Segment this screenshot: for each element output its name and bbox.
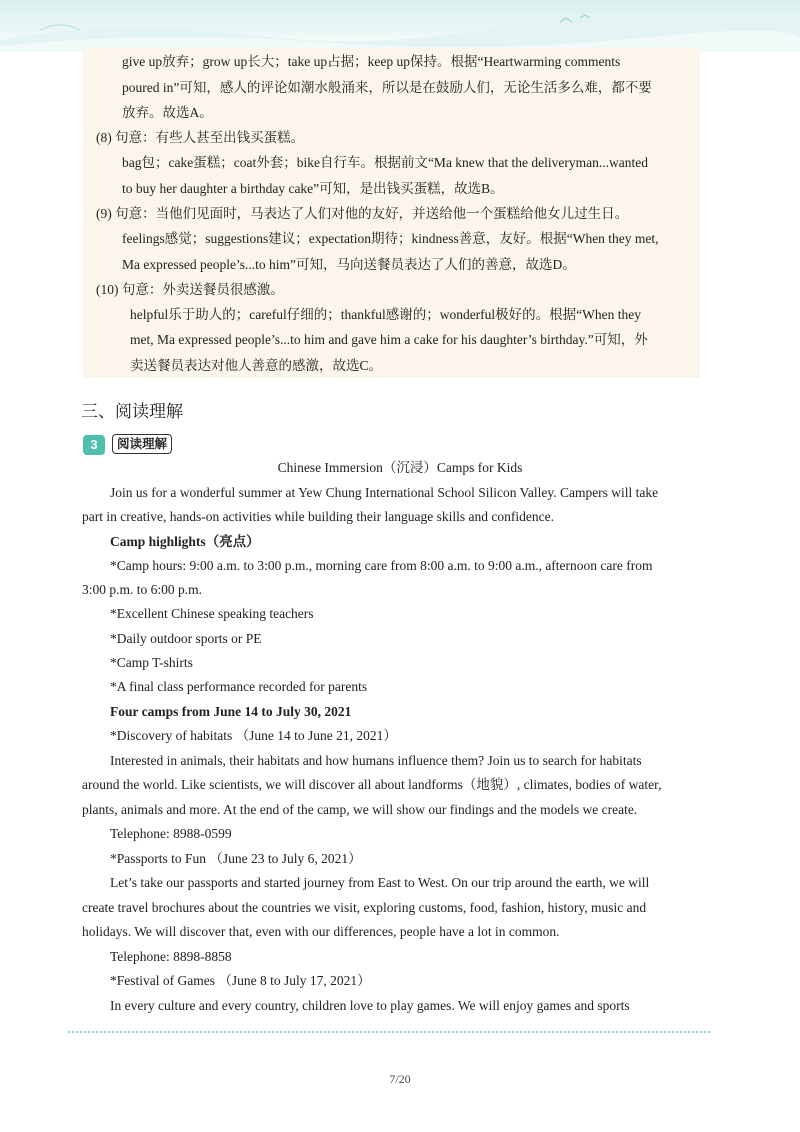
passage-line: create travel brochures about the countries we visit, exploring customs, food, fashion, history, music and <box>82 900 647 915</box>
passage-line: Interested in animals, their habitats and how humans influence them? Join us to search for habitats <box>110 753 642 768</box>
passage-line: part in creative, hands-on activities while building their language skills and confidence. <box>82 509 554 524</box>
wave-decoration-icon <box>0 0 800 52</box>
question-number-badge: 3 <box>83 435 105 455</box>
answer-line: 放弃。故选A。 <box>122 105 213 120</box>
answer-line: feelings感觉；suggestions建议；expectation期待；kindness善意，友好。根据“When they met, <box>122 231 659 246</box>
answer-line: to buy her daughter a birthday cake”可知，是出钱买蛋糕，故选B。 <box>122 181 504 196</box>
passage-title: Chinese Immersion（沉浸）Camps for Kids <box>277 460 523 475</box>
page-number: 7/20 <box>389 1072 411 1086</box>
passage-line: *Passports to Fun （June 23 to July 6, 2021） <box>110 851 362 866</box>
answer-item-8: (8) 句意：有些人甚至出钱买蛋糕。 <box>96 130 305 145</box>
passage-line: 3:00 p.m. to 6:00 p.m. <box>82 582 203 597</box>
passage-line: Telephone: 8898-8858 <box>110 949 232 964</box>
passage-line: *Excellent Chinese speaking teachers <box>110 606 314 621</box>
passage-heading: Camp highlights（亮点） <box>110 534 260 549</box>
passage-line: *Daily outdoor sports or PE <box>110 631 262 646</box>
passage-line: *Camp hours: 9:00 a.m. to 3:00 p.m., morning care from 8:00 a.m. to 9:00 a.m., afternoon care from <box>110 558 653 573</box>
section-title: 三、阅读理解 <box>81 402 183 422</box>
footer-divider <box>68 1031 710 1033</box>
answer-item-10: (10) 句意：外卖送餐员很感激。 <box>96 282 284 297</box>
answer-line: bag包；cake蛋糕；coat外套；bike自行车。根据前文“Ma knew that the deliveryman...wanted <box>122 155 648 170</box>
answer-line: poured in”可知，感人的评论如潮水般涌来，所以是在鼓励人们，无论生活多么难，都不要 <box>122 80 652 95</box>
passage-line: In every culture and every country, children love to play games. We will enjoy games and sports <box>110 998 630 1013</box>
passage-line: holidays. We will discover that, even with our differences, people have a lot in common. <box>82 924 560 939</box>
passage-line: Join us for a wonderful summer at Yew Chung International School Silicon Valley. Campers will take <box>110 485 659 500</box>
passage-line: *A final class performance recorded for parents <box>110 679 368 694</box>
answer-line: give up放弃；grow up长大；take up占据；keep up保持。根据“Heartwarming comments <box>122 54 621 69</box>
answer-item-9: (9) 句意：当他们见面时，马表达了人们对他的友好，并送给他一个蛋糕给他女儿过生日。 <box>96 206 629 221</box>
question-type-tag: 阅读理解 <box>112 434 172 454</box>
passage-line: *Discovery of habitats （June 14 to June 21, 2021） <box>110 728 397 743</box>
answer-line: Ma expressed people’s...to him”可知，马向送餐员表达了人们的善意，故选D。 <box>122 257 576 272</box>
passage-line: Telephone: 8988-0599 <box>110 826 232 841</box>
passage-line: *Camp T-shirts <box>110 655 193 670</box>
passage-heading: Four camps from June 14 to July 30, 2021 <box>110 704 352 719</box>
passage-line: *Festival of Games （June 8 to July 17, 2021） <box>110 973 371 988</box>
answer-line: met, Ma expressed people’s...to him and gave him a cake for his daughter’s birthday.”可知，外 <box>130 332 648 347</box>
header-decoration <box>0 0 800 52</box>
answer-line: helpful乐于助人的；careful仔细的；thankful感谢的；wonderful极好的。根据“When they <box>130 307 642 322</box>
passage-line: plants, animals and more. At the end of the camp, we will show our findings and the models we create. <box>82 802 638 817</box>
answer-line: 卖送餐员表达对他人善意的感激，故选C。 <box>130 358 383 373</box>
passage-line: around the world. Like scientists, we will discover all about landforms（地貌）, climates, bodies of water, <box>82 777 662 792</box>
passage-line: Let’s take our passports and started journey from East to West. On our trip around the earth, we will <box>110 875 650 890</box>
